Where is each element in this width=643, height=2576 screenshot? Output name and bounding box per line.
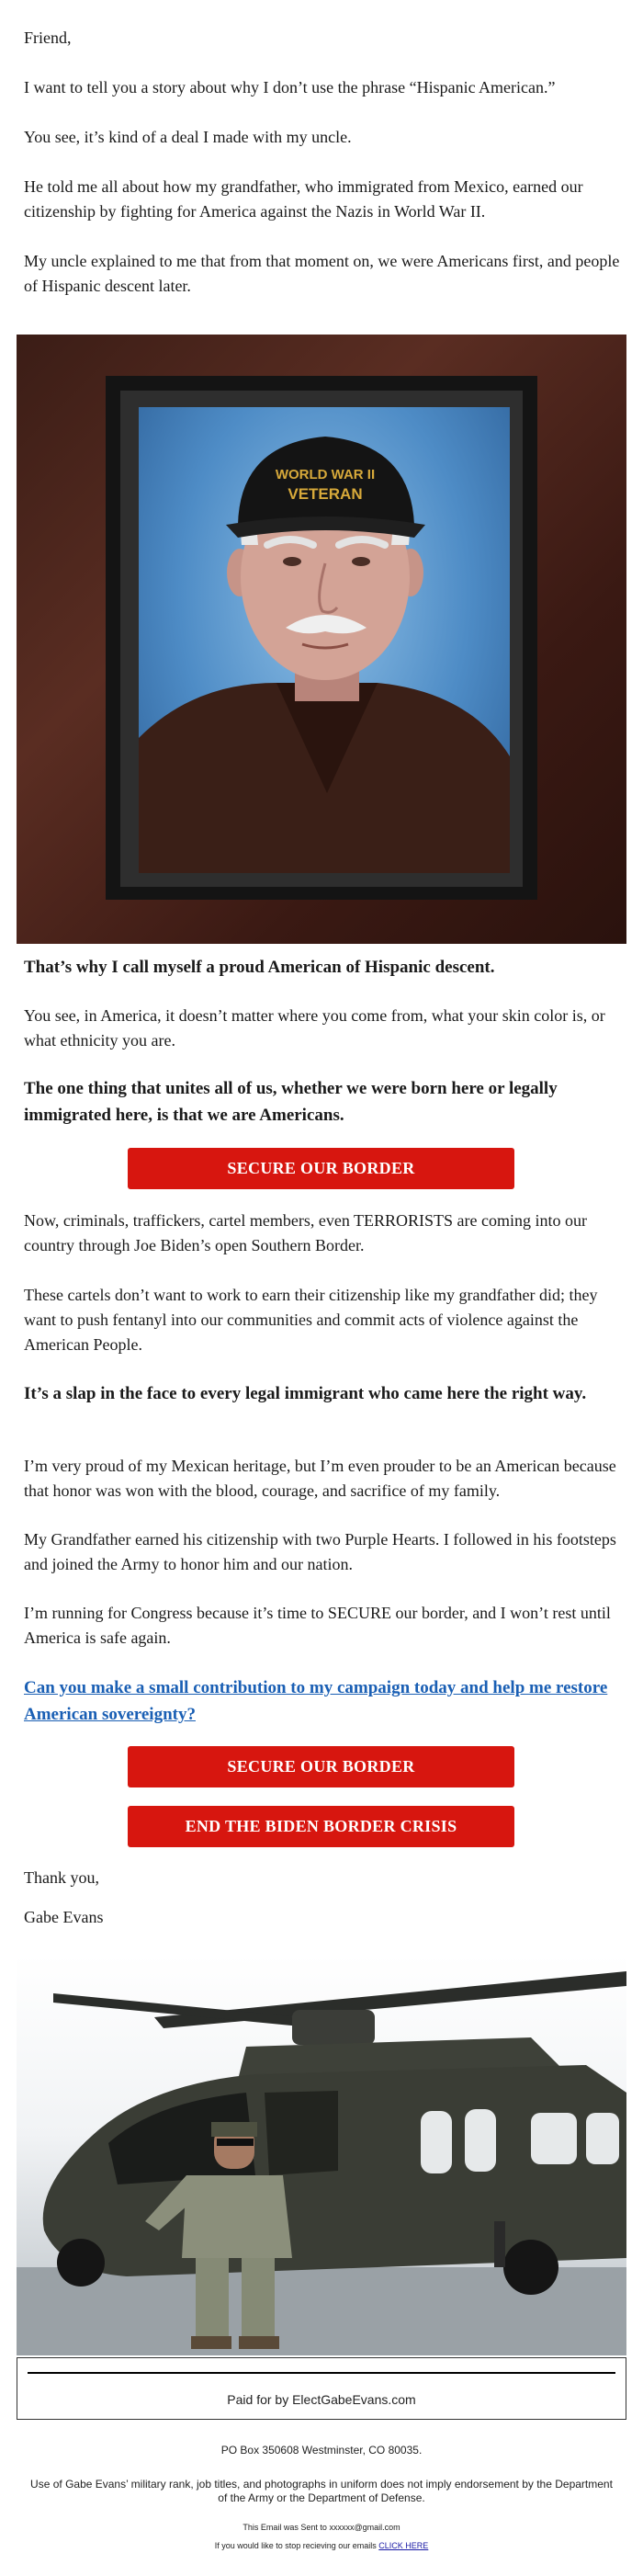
greeting: Friend, — [24, 28, 72, 47]
svg-text:VETERAN: VETERAN — [288, 485, 363, 503]
address-text: PO Box 350608 Westminster, CO 80035. — [220, 2444, 423, 2457]
paragraph-1: I want to tell you a story about why I don’t use the phrase “Hispanic American.” — [24, 78, 556, 96]
paragraph-5-bold: That’s why I call myself a proud American of Hispanic descent. — [24, 958, 495, 977]
paid-for-text: Paid for by ElectGabeEvans.com — [227, 2392, 416, 2407]
helicopter-soldier-photo — [17, 1955, 626, 2355]
sent-to-text: This Email was Sent to xxxxxx@gmail.com — [243, 2523, 400, 2532]
svg-text:WORLD WAR II: WORLD WAR II — [275, 467, 376, 482]
closing: Thank you, — [24, 1868, 99, 1887]
secure-border-button-1[interactable]: SECURE OUR BORDER — [128, 1148, 514, 1189]
paragraph-2: You see, it’s kind of a deal I made with my uncle. — [24, 128, 352, 146]
paragraph-12: My Grandfather earned his citizenship with two Purple Hearts. I followed in his footsteps and joined the Army to honor him and our nation. — [24, 1530, 616, 1573]
unsubscribe-line — [17, 2541, 626, 2550]
paragraph-6: You see, in America, it doesn’t matter where you come from, what your skin color is, or what ethnicity you are. — [24, 1006, 605, 1050]
paragraph-4: My uncle explained to me that from that moment on, we were Americans first, and people of Hispanic descent later. — [24, 252, 620, 295]
footer-box — [17, 2357, 626, 2420]
paragraph-7-bold: The one thing that unites all of us, whether we were born here or legally immigrated here, is that we are Americans. — [24, 1079, 558, 1125]
contribution-link[interactable]: Can you make a small contribution to my campaign today and help me restore American sovereignty? — [24, 1678, 608, 1724]
veteran-portrait-illustration — [139, 407, 510, 873]
end-border-crisis-button[interactable]: END THE BIDEN BORDER CRISIS — [128, 1806, 514, 1847]
paragraph-13: I’m running for Congress because it’s time to SECURE our border, and I won’t rest until America is safe again. — [24, 1604, 611, 1647]
paragraph-8: Now, criminals, traffickers, cartel members, even TERRORISTS are coming into our country through Joe Biden’s open Southern Border. — [24, 1211, 588, 1254]
paragraph-9: These cartels don’t want to work to earn their citizenship like my grandfather did; they want to push fentanyl into our communities and commit acts of violence against the American People. — [24, 1286, 598, 1354]
paragraph-3: He told me all about how my grandfather, who immigrated from Mexico, earned our citizenship by fighting for America against the Nazis in World War II. — [24, 177, 583, 221]
helicopter-illustration — [17, 1955, 626, 2355]
signature: Gabe Evans — [24, 1908, 104, 1926]
footer-divider — [28, 2372, 615, 2374]
grandfather-veteran-photo — [139, 407, 510, 873]
unsubscribe-link[interactable]: CLICK HERE — [378, 2541, 429, 2550]
paragraph-10-bold: It’s a slap in the face to every legal immigrant who came here the right way. — [24, 1384, 587, 1403]
paragraph-11: I’m very proud of my Mexican heritage, but I’m even prouder to be an American because that honor was won with the blood, courage, and sacrifice of my family. — [24, 1457, 616, 1500]
secure-border-button-2[interactable]: SECURE OUR BORDER — [128, 1746, 514, 1787]
disclaimer-text: Use of Gabe Evans’ military rank, job titles, and photographs in uniform does not imply endorsement by the Department of the Army or the Department of Defense. — [30, 2478, 613, 2504]
unsubscribe-prefix: If you would like to stop recieving our emails — [214, 2541, 379, 2550]
